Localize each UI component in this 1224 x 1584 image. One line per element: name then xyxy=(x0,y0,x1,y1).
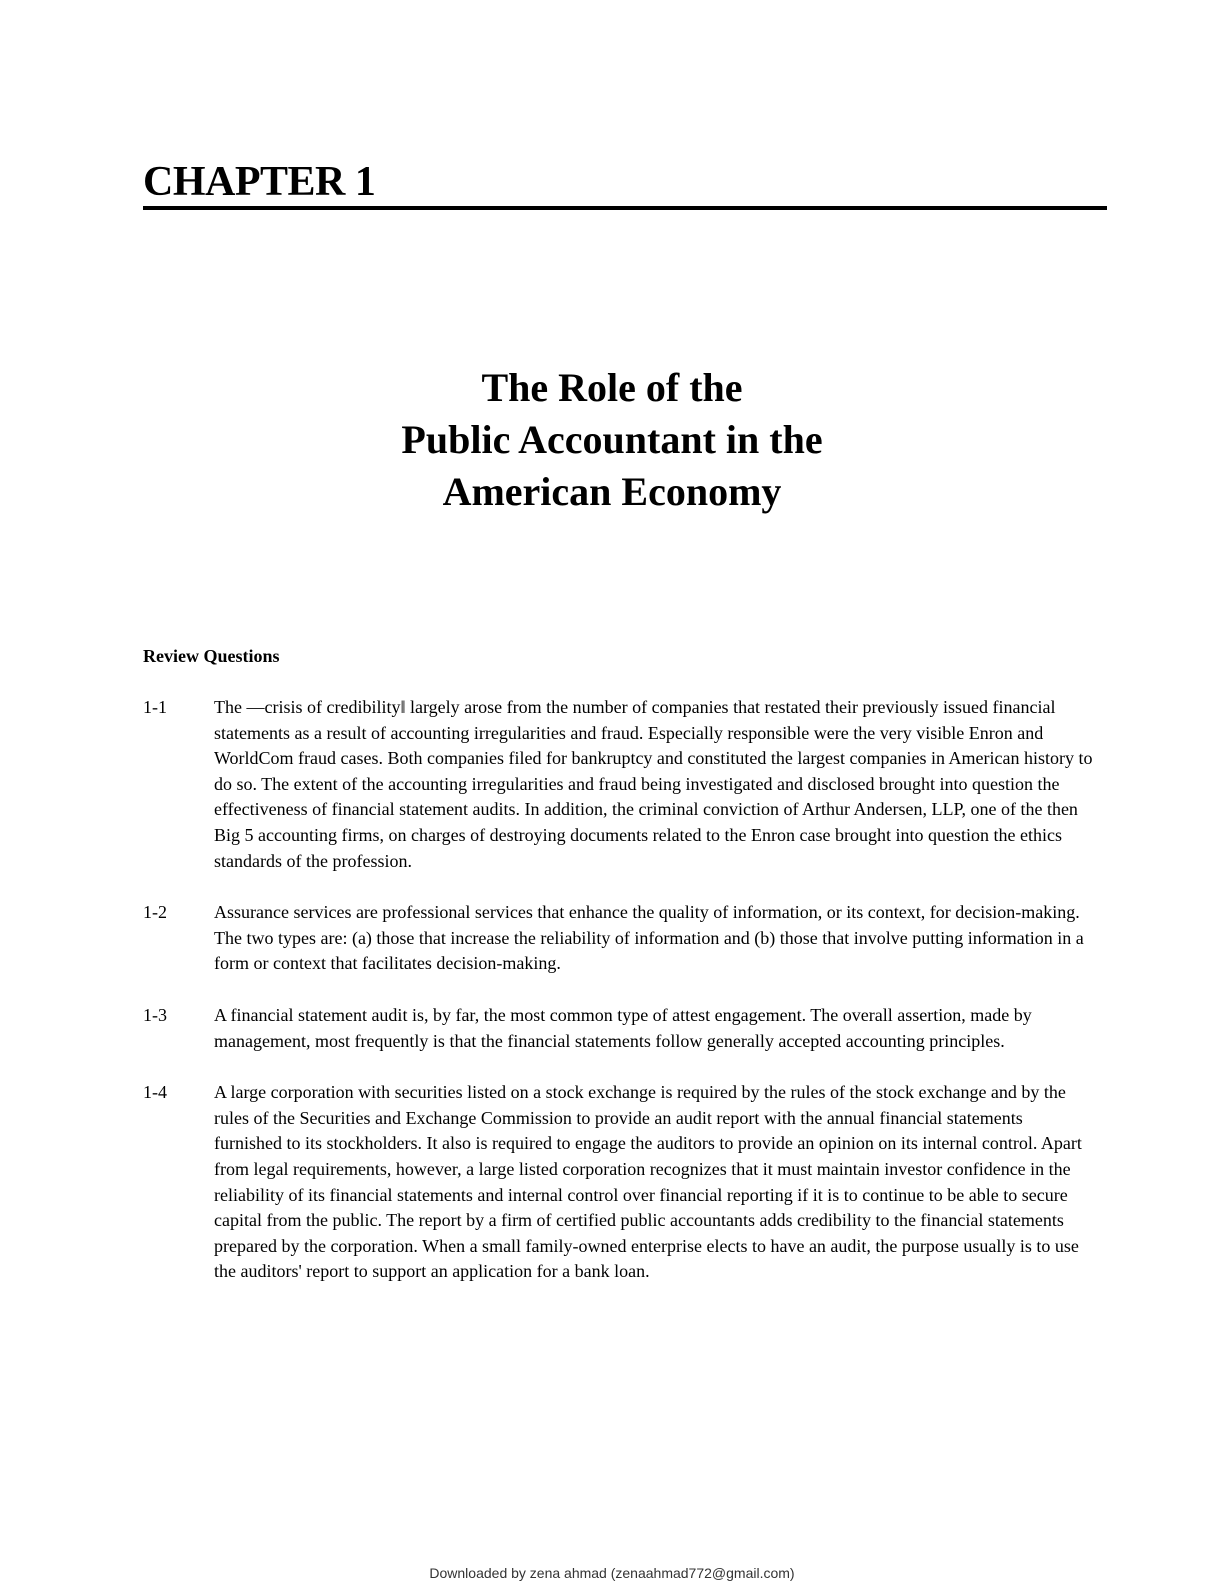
chapter-title-line: American Economy xyxy=(442,469,782,514)
chapter-title-line: Public Accountant in the xyxy=(401,417,823,462)
chapter-header xyxy=(143,158,1107,210)
chapter-title-line: The Role of the xyxy=(481,365,743,410)
question-item xyxy=(143,1080,1093,1285)
question-text: A large corporation with securities listed on a stock exchange is required by the rules of the stock exchange and by the rules of the Securities and Exchange Commission to provide an audit report with the annual financial statements furnished to its stockholders. It also is required to engage the auditors to provide an opinion on its internal control. Apart from legal requirements, however, a large listed corporation recognizes that it must maintain investor confidence in the reliability of its financial statements and internal control over financial reporting if it is to continue to be able to secure capital from the public. The report by a firm of certified public accountants adds credibility to the financial statements prepared by the corporation. When a small family-owned enterprise elects to have an audit, the purpose usually is to use the auditors' report to support an application for a bank loan. xyxy=(214,1082,1082,1282)
chapter-title xyxy=(0,362,1224,518)
download-footer: Downloaded by zena ahmad (zenaahmad772@gmail.com) xyxy=(429,1565,795,1581)
question-number: 1-1 xyxy=(143,697,167,717)
question-text: A financial statement audit is, by far, the most common type of attest engagement. The overall assertion, made by management, most frequently is that the financial statements follow generally accepted accounting principles. xyxy=(214,1004,1032,1051)
review-questions-list xyxy=(143,695,1093,1311)
question-item xyxy=(143,900,1093,977)
question-number: 1-2 xyxy=(143,902,167,923)
chapter-label: CHAPTER 1 xyxy=(143,159,376,205)
review-questions-heading: Review Questions xyxy=(143,646,280,666)
question-text: The —crisis of credibility‖ largely arose from the number of companies that restated their previously issued financial statements as a result of accounting irregularities and fraud. Especially responsible were the very visible Enron and WorldCom fraud cases. Both companies filed for bankruptcy and constituted the largest companies in American history to do so. The extent of the accounting irregularities and fraud being investigated and disclosed brought into question the effectiveness of financial statement audits. In addition, the criminal conviction of Arthur Andersen, LLP, one of the then Big 5 accounting firms, on charges of destroying documents related to the Enron case brought into question the ethics standards of the profession. xyxy=(214,697,1093,871)
question-number: 1-4 xyxy=(143,1082,167,1103)
question-item xyxy=(143,1003,1093,1054)
question-text: Assurance services are professional services that enhance the quality of information, or its context, for decision-making. The two types are: (a) those that increase the reliability of information and (b) those that involve putting information in a form or context that facilitates decision-making. xyxy=(214,902,1084,974)
question-number: 1-3 xyxy=(143,1004,167,1025)
question-item xyxy=(143,695,1093,874)
